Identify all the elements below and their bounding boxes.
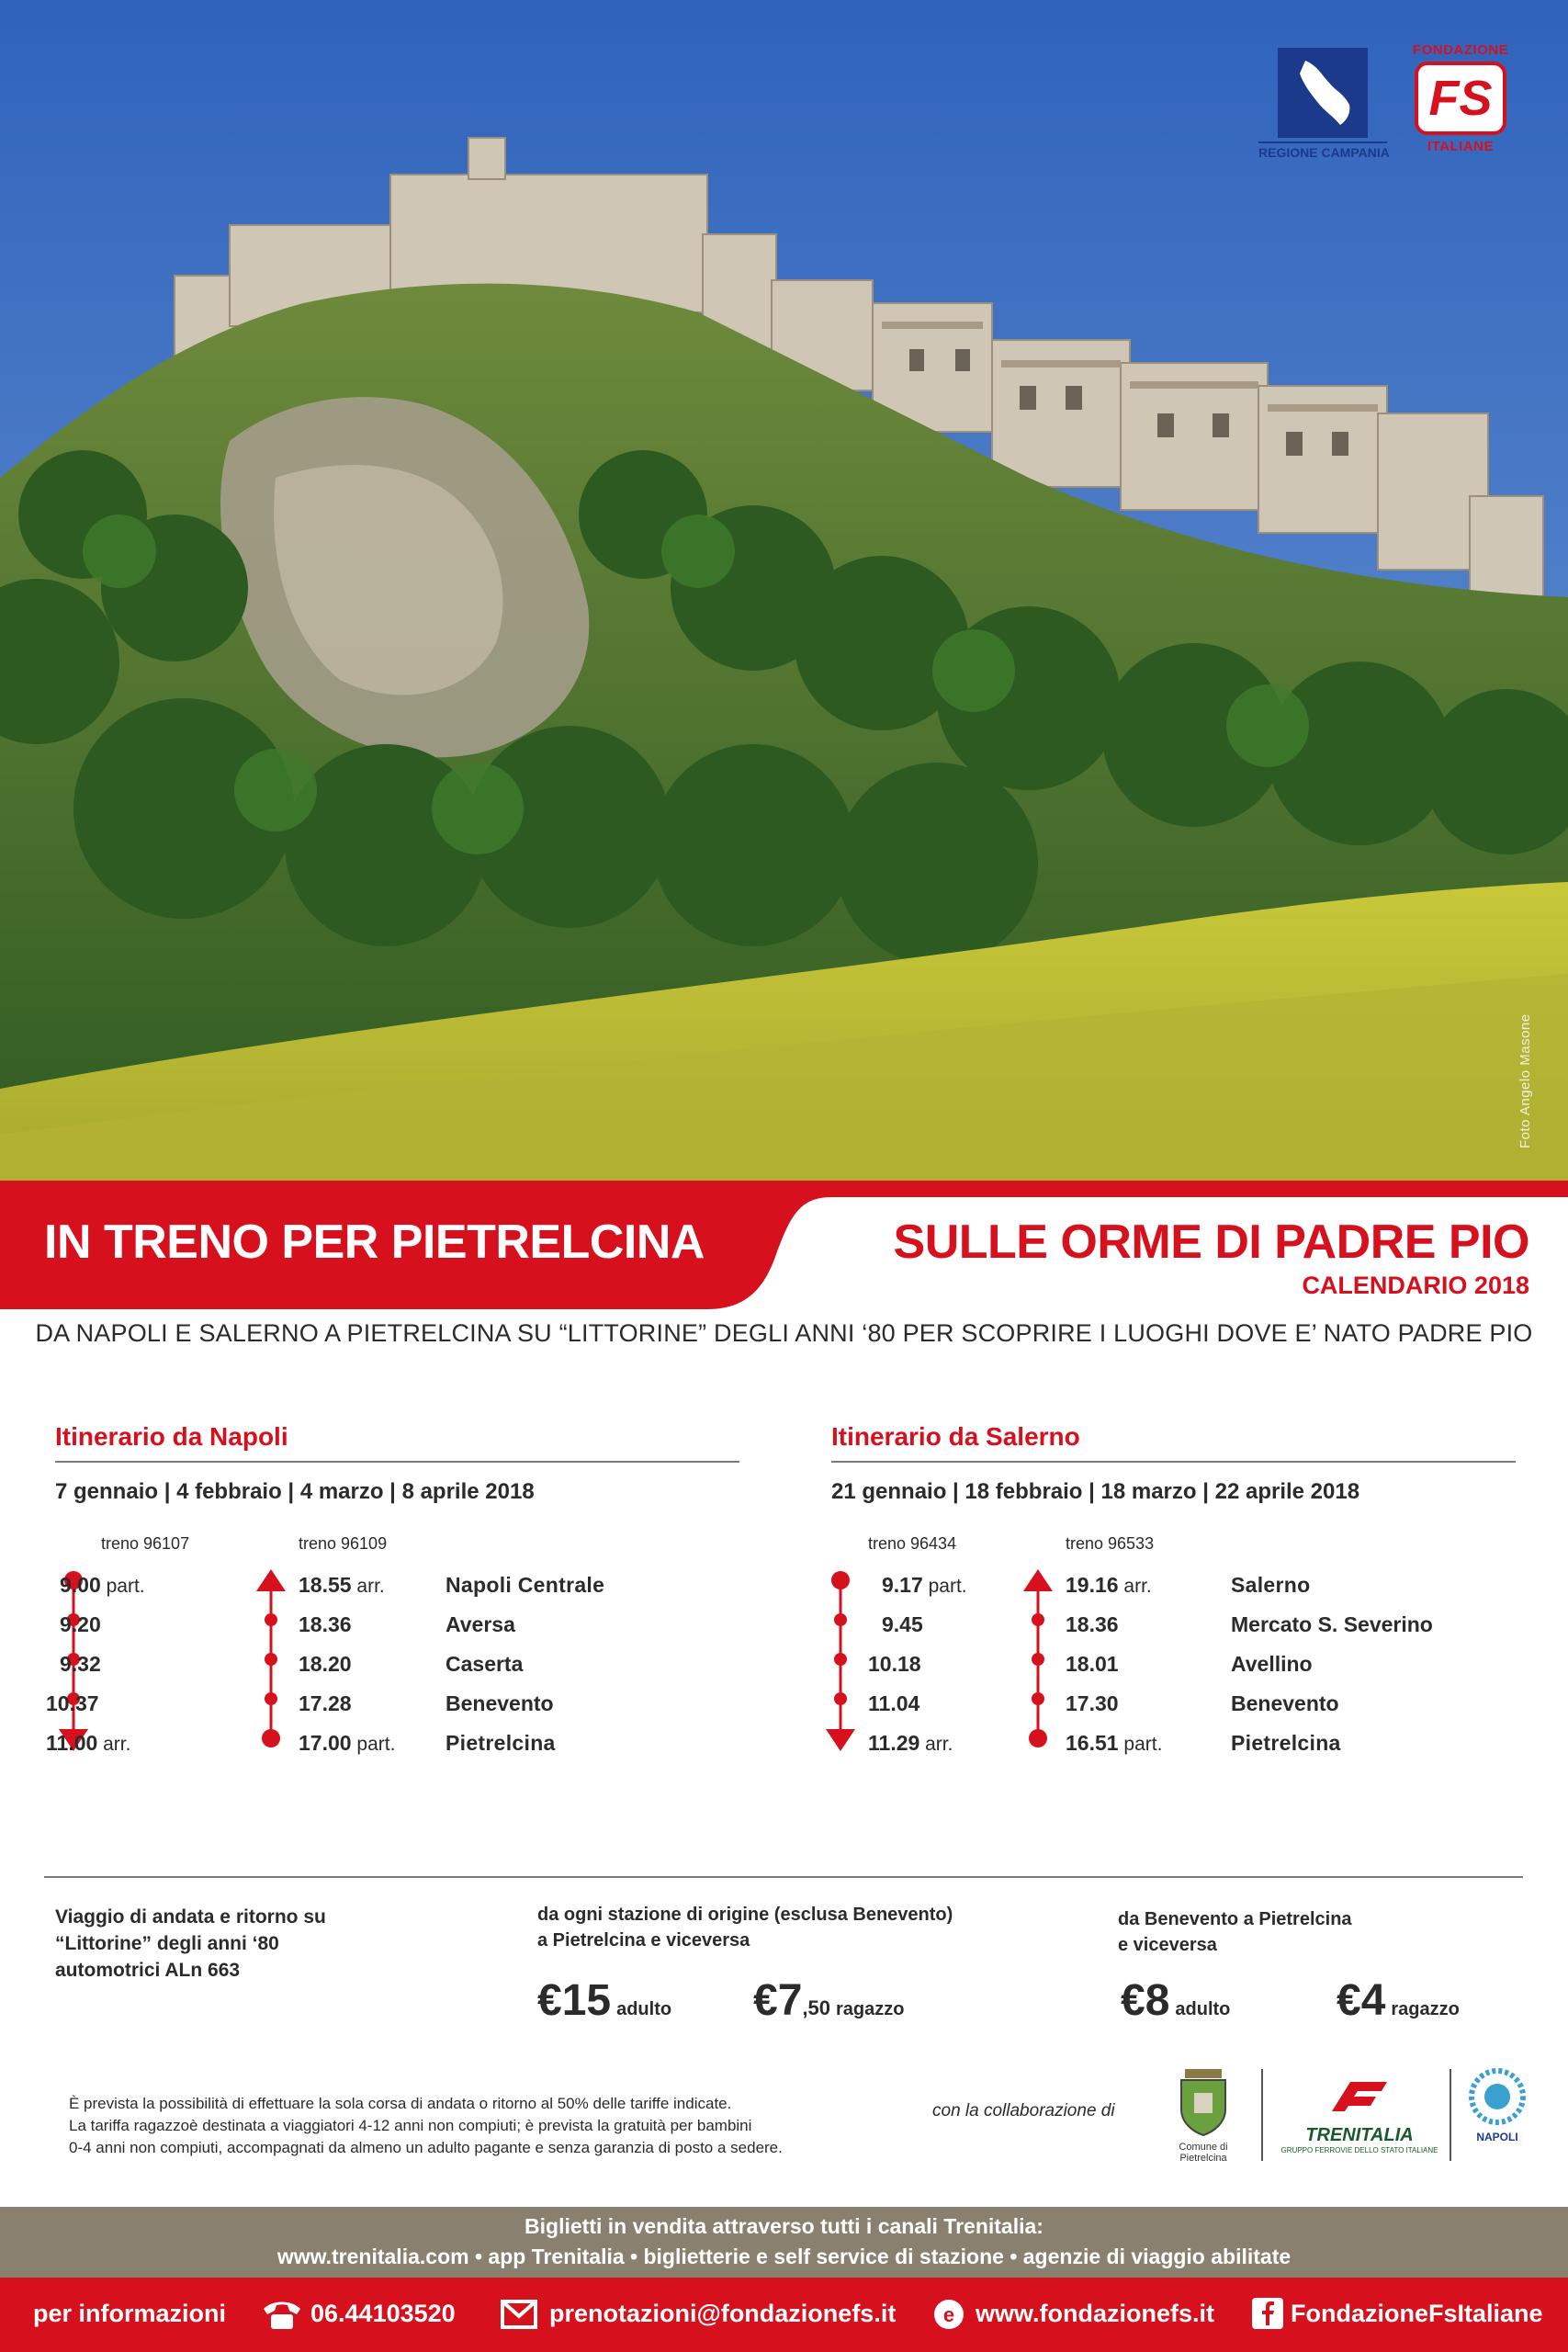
train-back-number: treno 96533: [1066, 1534, 1155, 1553]
napoli-out-time-4: 10.37: [46, 1691, 99, 1715]
price-youth-benevento: €4 ragazzo: [1337, 1976, 1460, 2025]
partner-divider-1: [1261, 2069, 1263, 2161]
train-back-number: treno 96109: [299, 1534, 388, 1553]
info-phone[interactable]: 06.44103520: [310, 2300, 456, 2327]
return-route-up-icon: [253, 1567, 289, 1760]
salerno-out-time-3: 10.18: [868, 1652, 921, 1676]
napoli-station-3: Caserta: [446, 1652, 524, 1676]
provincia-emblem-icon: [1468, 2067, 1527, 2126]
price-adult-origin: €15 adulto: [537, 1976, 672, 2025]
train-out-number: treno 96107: [101, 1534, 190, 1553]
train-out-number: treno 96434: [868, 1534, 957, 1553]
regione-campania-logo: [1258, 48, 1390, 167]
salerno-back-time-4: 17.30: [1066, 1691, 1119, 1715]
info-label: per informazioni: [33, 2300, 227, 2327]
fs-logo-bottom: ITALIANE: [1427, 139, 1495, 154]
napoli-station-4: Benevento: [446, 1691, 554, 1715]
svg-text:e: e: [942, 2303, 955, 2326]
salerno-back-time-1: 19.16 arr.: [1066, 1573, 1152, 1597]
fondazione-fs-logo: [1396, 42, 1525, 171]
trenitalia-name: TRENITALIA: [1305, 2125, 1414, 2145]
fine-print-line-2: La tariffa ragazzoè destinata a viaggiatori 4-12 anni non compiuti; è prevista la gratuità per bambini: [69, 2117, 752, 2134]
salerno-back-time-2: 18.36: [1066, 1612, 1119, 1636]
ticket-sales-channels: www.trenitalia.com • app Trenitalia • biglietterie e self service di stazione • agenzie di viaggio abilitate: [276, 2245, 1292, 2268]
itinerary-napoli: [46, 1422, 739, 1771]
outbound-route-down-icon: [822, 1567, 859, 1760]
trip-description-line-1: Viaggio di andata e ritorno su: [55, 1906, 326, 1928]
itinerary-napoli-dates: 7 gennaio | 4 febbraio | 4 marzo | 8 aprile 2018: [55, 1479, 535, 1504]
salerno-out-time-5: 11.29 arr.: [868, 1731, 953, 1755]
salerno-out-time-4: 11.04: [868, 1691, 920, 1715]
salerno-out-time-1: 9.17 part.: [882, 1573, 967, 1597]
campania-shield-icon: [1278, 48, 1368, 138]
napoli-back-time-3: 18.20: [299, 1652, 352, 1676]
trenitalia-fs-icon: [1323, 2075, 1396, 2120]
napoli-out-time-2: 9.20: [60, 1612, 101, 1636]
fine-print-line-3: 0-4 anni non compiuti, accompagnati da almeno un adulto pagante e senza garanzia di posto a sedere.: [69, 2139, 783, 2156]
prices-divider: [44, 1876, 1523, 1878]
collaboration-label: con la collaborazione di: [932, 2101, 1115, 2120]
comune-pietrelcina-logo: [1157, 2067, 1249, 2164]
fine-print-line-1: È prevista la possibilità di effettuare la sola corsa di andata o ritorno al 50% delle tariffe indicate.: [69, 2095, 732, 2112]
title-left: IN TRENO PER PIETRELCINA: [44, 1216, 705, 1269]
salerno-back-time-5: 16.51 part.: [1066, 1731, 1163, 1755]
trenitalia-logo: [1277, 2067, 1442, 2164]
trip-description-line-2: “Littorine” degli anni ‘80: [55, 1933, 279, 1954]
comune-caption: Comune di Pietrelcina: [1179, 2142, 1228, 2164]
info-website[interactable]: www.fondazionefs.it: [976, 2300, 1214, 2327]
comune-crest-icon: [1176, 2067, 1231, 2137]
info-email[interactable]: prenotazioni@fondazionefs.it: [549, 2300, 897, 2327]
salerno-station-2: Mercato S. Severino: [1231, 1612, 1433, 1636]
ticket-sales-bar: [0, 2207, 1568, 2278]
info-facebook[interactable]: FondazioneFsItaliane: [1291, 2300, 1543, 2327]
partner-divider-2: [1450, 2069, 1451, 2161]
return-route-up-icon: [1020, 1567, 1056, 1760]
email-icon: [501, 2300, 537, 2329]
napoli-station-5: Pietrelcina: [446, 1731, 556, 1755]
salerno-station-1: Salerno: [1231, 1573, 1311, 1597]
trip-description: [55, 1904, 459, 1984]
price-youth-origin: €7,50 ragazzo: [753, 1976, 905, 2025]
fs-logo-mark: FS: [1415, 62, 1506, 135]
fine-print: [69, 2093, 896, 2159]
subtitle: DA NAPOLI E SALERNO A PIETRELCINA SU “LITTORINE” DEGLI ANNI ‘80 PER SCOPRIRE I LUOGHI DOVE E’ NATO PADRE PIO: [35, 1319, 1533, 1347]
trenitalia-sub: GRUPPO FERROVIE DELLO STATO ITALIANE: [1280, 2146, 1438, 2154]
photo-credit: Foto Angelo Masone: [1517, 1013, 1533, 1148]
info-bar: [0, 2278, 1568, 2352]
web-icon: [932, 2298, 965, 2331]
phone-icon: [260, 2296, 304, 2333]
price-caption-1: da ogni stazione di origine (esclusa Benevento) a Pietrelcina e viceversa: [537, 1905, 953, 1951]
itinerary-napoli-heading: Itinerario da Napoli: [55, 1422, 739, 1463]
itinerary-salerno-heading: Itinerario da Salerno: [831, 1422, 1516, 1463]
salerno-station-5: Pietrelcina: [1231, 1731, 1341, 1755]
napoli-out-time-1: 9.00 part.: [60, 1573, 145, 1597]
calendar-label: CALENDARIO 2018: [1302, 1272, 1529, 1299]
salerno-back-time-3: 18.01: [1066, 1652, 1119, 1676]
napoli-station-2: Aversa: [446, 1612, 515, 1636]
napoli-back-time-5: 17.00 part.: [299, 1731, 396, 1755]
napoli-back-time-4: 17.28: [299, 1691, 352, 1715]
itinerary-salerno-dates: 21 gennaio | 18 febbraio | 18 marzo | 22 aprile 2018: [831, 1479, 1360, 1504]
title-right: SULLE ORME DI PADRE PIO: [893, 1216, 1529, 1269]
fs-logo-top: FONDAZIONE: [1412, 42, 1509, 58]
napoli-out-time-3: 9.32: [60, 1652, 101, 1676]
facebook-icon: [1252, 2298, 1283, 2329]
price-caption-2: da Benevento a Pietrelcina e viceversa: [1118, 1909, 1352, 1955]
salerno-out-time-2: 9.45: [882, 1612, 923, 1636]
price-adult-benevento: €8 adulto: [1121, 1976, 1231, 2025]
provincia-caption: NAPOLI: [1476, 2131, 1518, 2143]
provincia-logo: [1462, 2067, 1532, 2164]
salerno-station-4: Benevento: [1231, 1691, 1339, 1715]
salerno-station-3: Avellino: [1231, 1652, 1313, 1676]
napoli-out-time-5: 11.00 arr.: [46, 1731, 131, 1755]
napoli-back-time-2: 18.36: [299, 1612, 352, 1636]
ticket-sales-title: Biglietti in vendita attraverso tutti i canali Trenitalia:: [525, 2214, 1043, 2238]
napoli-station-1: Napoli Centrale: [446, 1573, 605, 1597]
napoli-back-time-1: 18.55 arr.: [299, 1573, 385, 1597]
trip-description-line-3: automotrici ALn 663: [55, 1960, 241, 1981]
campania-caption: REGIONE CAMPANIA: [1258, 141, 1387, 160]
